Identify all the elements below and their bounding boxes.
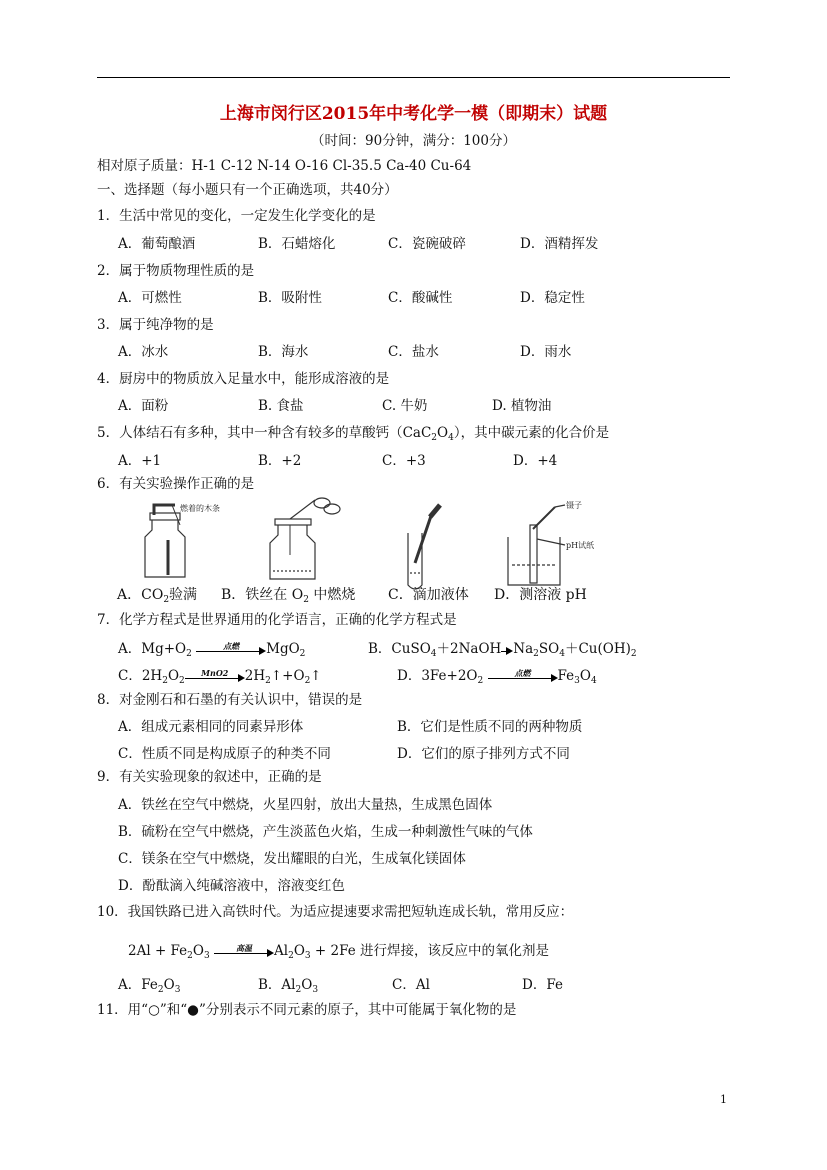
question-2: 2．属于物质物理性质的是 [97, 263, 255, 279]
q7-option-d: D．$3Fe+2O_2$ 点燃 $Fe_3O_4$ [397, 667, 597, 686]
question-1: 1．生活中常见的变化，一定发生化学变化的是 [97, 208, 376, 224]
q1-option-d: D．酒精挥发 [520, 236, 599, 252]
reaction-arrow-c: MnO2 [185, 670, 245, 684]
reaction-arrow-10: 高温 [214, 945, 274, 959]
tweezers [533, 507, 555, 529]
reaction-arrow-a: 点燃 [196, 643, 266, 657]
q10-option-d: D．Fe [522, 977, 563, 993]
q4-option-a: A．面粉 [118, 398, 169, 414]
q8-option-b: B．它们是性质不同的两种物质 [397, 719, 583, 735]
q9-option-d: D．酚酞滴入纯碱溶液中，溶液变红色 [118, 878, 345, 894]
ph-paper-label-line [537, 539, 565, 545]
q2-option-b: B．吸附性 [258, 290, 322, 306]
q5-option-a: A．+1 [118, 453, 162, 469]
q9-option-c: C．镁条在空气中燃烧，发出耀眼的白光，生成氧化镁固体 [118, 851, 466, 867]
reaction-arrow-d: 点燃 [488, 670, 558, 684]
dropper [415, 513, 432, 563]
q3-option-d: D．雨水 [520, 344, 572, 360]
tongs-arm [290, 500, 315, 519]
dropper-bulb [430, 505, 440, 517]
question-9: 9．有关实验现象的叙述中，正确的是 [97, 769, 322, 785]
reaction-arrow-b [501, 643, 513, 657]
q8-option-d: D．它们的原子排列方式不同 [397, 746, 570, 762]
q3-option-a: A．冰水 [118, 344, 169, 360]
page-number: 1 [720, 1093, 727, 1106]
q10-equation: $2Al + Fe_2O_3$ 高温 $Al_2O_3 + 2Fe$ 进行焊接，该反应中的氧化剂是 [128, 942, 550, 961]
q4-option-d: D. 植物油 [492, 398, 552, 414]
q4-option-c: C. 牛奶 [382, 398, 428, 414]
q6-option-d: D．测溶液 pH [494, 587, 587, 603]
tweezers-label: 镊子 [566, 501, 582, 510]
question-6: 6．有关实验操作正确的是 [97, 476, 255, 492]
burning-splint-line [172, 505, 180, 525]
q9-option-b: B．硫粉在空气中燃烧，产生淡蓝色火焰，生成一种刺激性气味的气体 [118, 824, 533, 840]
question-10: 10．我国铁路已进入高铁时代。为适应提速要求需把短轨连成长轨，常用反应： [97, 904, 574, 920]
q1-option-c: C．瓷碗破碎 [388, 236, 466, 252]
header-rule [97, 77, 730, 78]
q7-option-c: C．$2H_2O_2$ MnO2 $2H_2↑+O_2↑$ [118, 667, 322, 686]
beaker-d [508, 537, 560, 585]
q10-option-a: A．$Fe_2O_3$ [118, 977, 181, 995]
question-8: 8．对金刚石和石墨的有关认识中，错误的是 [97, 692, 363, 708]
atomic-masses: 相对原子质量：H-1 C-12 N-14 O-16 Cl-35.5 Ca-40 Cu-64 [97, 158, 472, 174]
splint-label: 燃着的木条 [180, 504, 220, 513]
q2-option-a: A．可燃性 [118, 290, 182, 306]
tweezers-label-line [555, 505, 565, 507]
gas-bottle-a [145, 520, 185, 577]
tongs-handle-2 [324, 504, 340, 514]
q7-option-b: B．CuSO$_4$＋2NaOH $Na_2SO_4+Cu(OH)_2$ [368, 641, 637, 659]
question-4: 4．厨房中的物质放入足量水中，能形成溶液的是 [97, 371, 390, 387]
question-5: 5．人体结石有多种，其中一种含有较多的草酸钙$(CaC_2O_4)$，其中碳元素的化合价是 [97, 425, 610, 443]
q10-option-c: C．Al [392, 977, 430, 993]
ph-paper-label: pH试纸 [566, 541, 595, 550]
page-title: 上海市闵行区2015年中考化学一模（即期末）试题 [219, 104, 608, 124]
q7-option-a: A．$Mg+O_2$ 点燃 MgO$_2$ [118, 640, 306, 659]
q10-option-b: B．$Al_2O_3$ [258, 977, 319, 995]
question-11: 11．用“○”和“●”分别表示不同元素的原子，其中可能属于氧化物的是 [97, 1002, 517, 1018]
q2-option-c: C．酸碱性 [388, 290, 453, 306]
exam-info: （时间：90分钟，满分：100分） [311, 133, 516, 149]
q8-option-a: A．组成元素相同的同素异形体 [118, 719, 304, 735]
q6-option-b: B．铁丝在 $O_2$ 中燃烧 [221, 587, 356, 605]
q1-option-a: A．葡萄酿酒 [118, 236, 196, 252]
tongs-handle-1 [314, 498, 330, 508]
q2-option-d: D．稳定性 [520, 290, 585, 306]
q3-option-c: C．盐水 [388, 344, 439, 360]
q5-option-c: C．+3 [382, 453, 426, 469]
q6-option-a: A．$CO_2$验满 [117, 587, 198, 605]
q1-option-b: B．石蜡熔化 [258, 236, 336, 252]
question-3: 3．属于纯净物的是 [97, 317, 214, 333]
q5-option-b: B．+2 [258, 453, 302, 469]
bottle-mouth-b [275, 519, 311, 525]
q4-option-b: B. 食盐 [258, 398, 304, 414]
ph-paper [530, 525, 537, 583]
gas-bottle-b [270, 525, 315, 579]
question-7: 7．化学方程式是世界通用的化学语言，正确的化学方程式是 [97, 612, 457, 628]
q8-option-c: C．性质不同是构成原子的种类不同 [118, 746, 331, 762]
q6-option-c: C．滴加液体 [388, 587, 469, 603]
q3-option-b: B．海水 [258, 344, 309, 360]
section-heading: 一、选择题（每小题只有一个正确选项，共40分） [97, 182, 398, 198]
q5-option-d: D．+4 [513, 453, 558, 469]
q9-option-a: A．铁丝在空气中燃烧，火星四射，放出大量热，生成黑色固体 [118, 797, 493, 813]
